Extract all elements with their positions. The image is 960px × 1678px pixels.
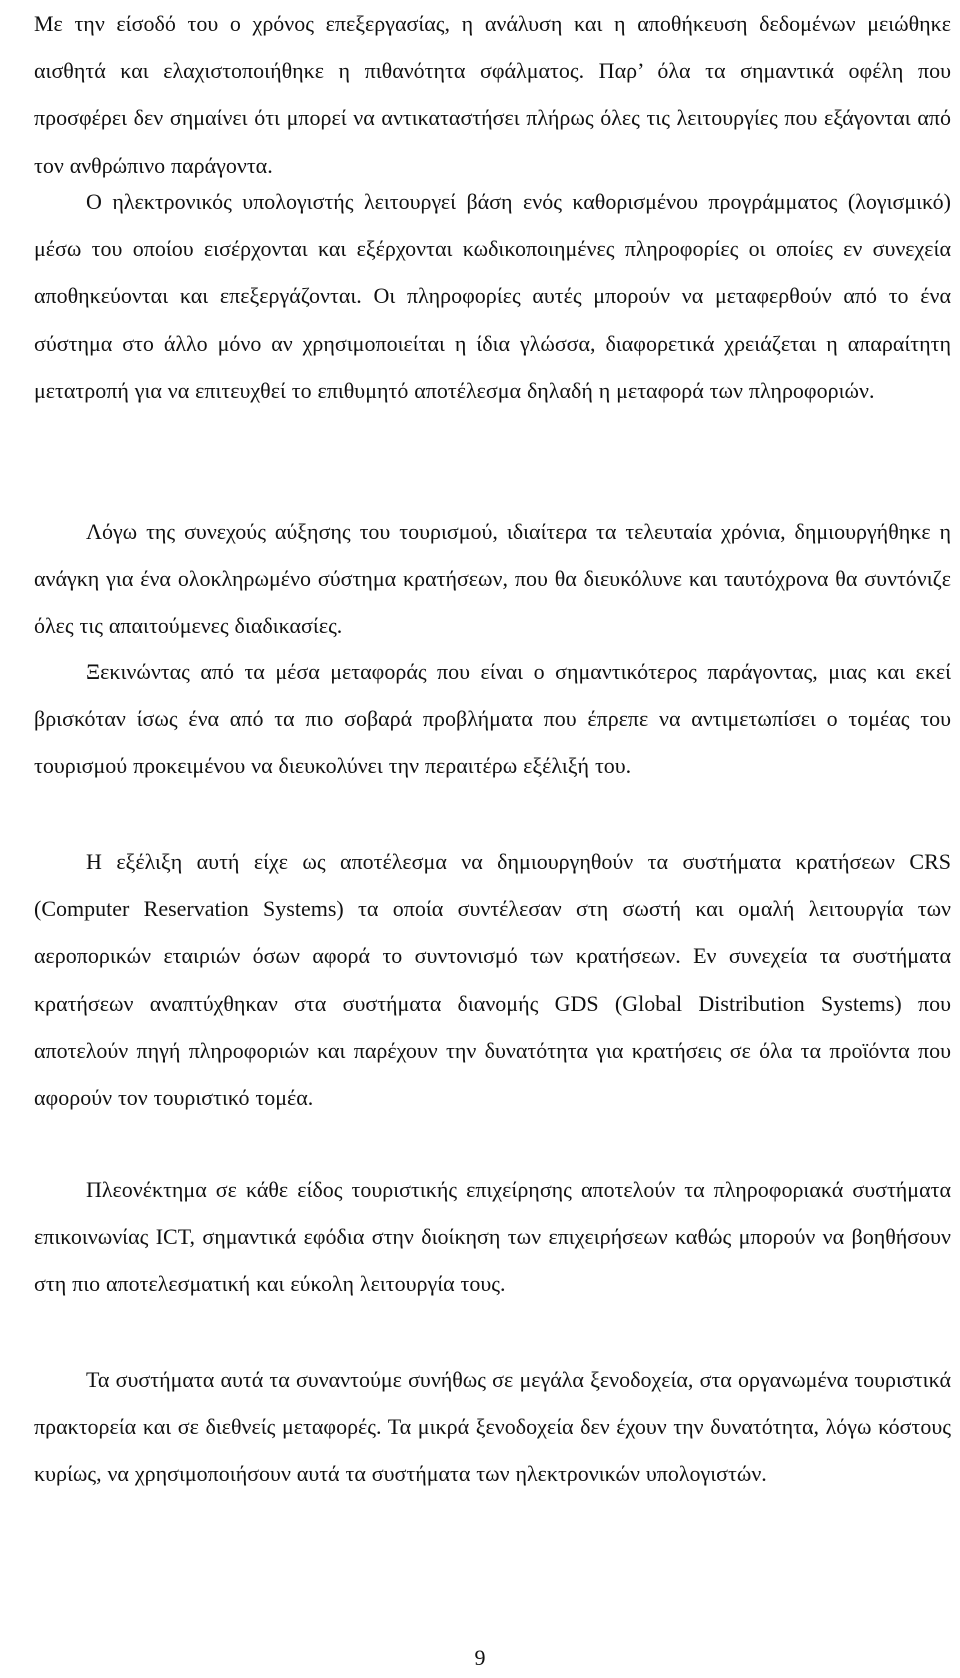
paragraph-4: Ξεκινώντας από τα μέσα μεταφοράς που είναι ο σημαντικότερος παράγοντας, μιας και εκεί βρισκόταν ίσως ένα από τα πιο σοβαρά προβλήματα που έπρεπε να αντιμετωπίσει ο τομέας του τουρισμού προκειμένου να διευκολύνει την περαιτέρω εξέλιξή του.	[34, 659, 951, 779]
paragraph-7: Τα συστήματα αυτά τα συναντούμε συνήθως σε μεγάλα ξενοδοχεία, στα οργανωμένα τουριστικά πρακτορεία και σε διεθνείς μεταφορές. Τα μικρά ξενοδοχεία δεν έχουν την δυνατότητα, λόγω κόστους κυρίως, να χρησιμοποιήσουν αυτά τα συστήματα των ηλεκτρονικών υπολογιστών.	[34, 1367, 951, 1487]
page-number: 9	[474, 1645, 486, 1670]
paragraph-2: Ο ηλεκτρονικός υπολογιστής λειτουργεί βάση ενός καθορισμένου προγράμματος (λογισμικό) μέσω του οποίου εισέρχονται και εξέρχονται κωδικοποιημένες πληροφορίες οι οποίες εν συνεχεία αποθηκεύονται και επεξεργάζονται. Οι πληροφορίες αυτές μπορούν να μεταφερθούν από το ένα σύστημα στο άλλο μόνο αν χρησιμοποιείται η ίδια γλώσσα, διαφορετικά χρειάζεται η απαραίτητη μετατροπή για να επιτευχθεί το επιθυμητό αποτέλεσμα δηλαδή η μεταφορά των πληροφοριών.	[34, 189, 951, 403]
paragraph-1: Με την είσοδό του ο χρόνος επεξεργασίας, η ανάλυση και η αποθήκευση δεδομένων μειώθηκε αισθητά και ελαχιστοποιήθηκε η πιθανότητα σφάλματος. Παρ’ όλα τα σημαντικά οφέλη που προσφέρει δεν σημαίνει ότι μπορεί να αντικαταστήσει πλήρως όλες τις λειτουργίες που εξάγονται από τον ανθρώπινο παράγοντα.	[34, 11, 951, 178]
paragraph-6: Πλεονέκτημα σε κάθε είδος τουριστικής επιχείρησης αποτελούν τα πληροφοριακά συστήματα επικοινωνίας ICT, σημαντικά εφόδια στην διοίκηση των επιχειρήσεων καθώς μπορούν να βοηθήσουν στη πιο αποτελεσματική και εύκολη λειτουργία τους.	[34, 1177, 951, 1297]
paragraph-3: Λόγω της συνεχούς αύξησης του τουρισμού, ιδιαίτερα τα τελευταία χρόνια, δημιουργήθηκε η ανάγκη για ένα ολοκληρωμένο σύστημα κρατήσεων, που θα διευκόλυνε και ταυτόχρονα θα συντόνιζε όλες τις απαιτούμενες διαδικασίες.	[34, 519, 951, 639]
paragraph-5: Η εξέλιξη αυτή είχε ως αποτέλεσμα να δημιουργηθούν τα συστήματα κρατήσεων CRS (Computer Reservation Systems) τα οποία συντέλεσαν στη σωστή και ομαλή λειτουργία των αεροπορικών εταιριών όσων αφορά το συντονισμό των κρατήσεων. Εν συνεχεία τα συστήματα κρατήσεων αναπτύχθηκαν στα συστήματα διανομής GDS (Global Distribution Systems) που αποτελούν πηγή πληροφοριών και παρέχουν την δυνατότητα για κρατήσεις σε όλα τα προϊόντα που αφορούν τον τουριστικό τομέα.	[34, 849, 951, 1111]
